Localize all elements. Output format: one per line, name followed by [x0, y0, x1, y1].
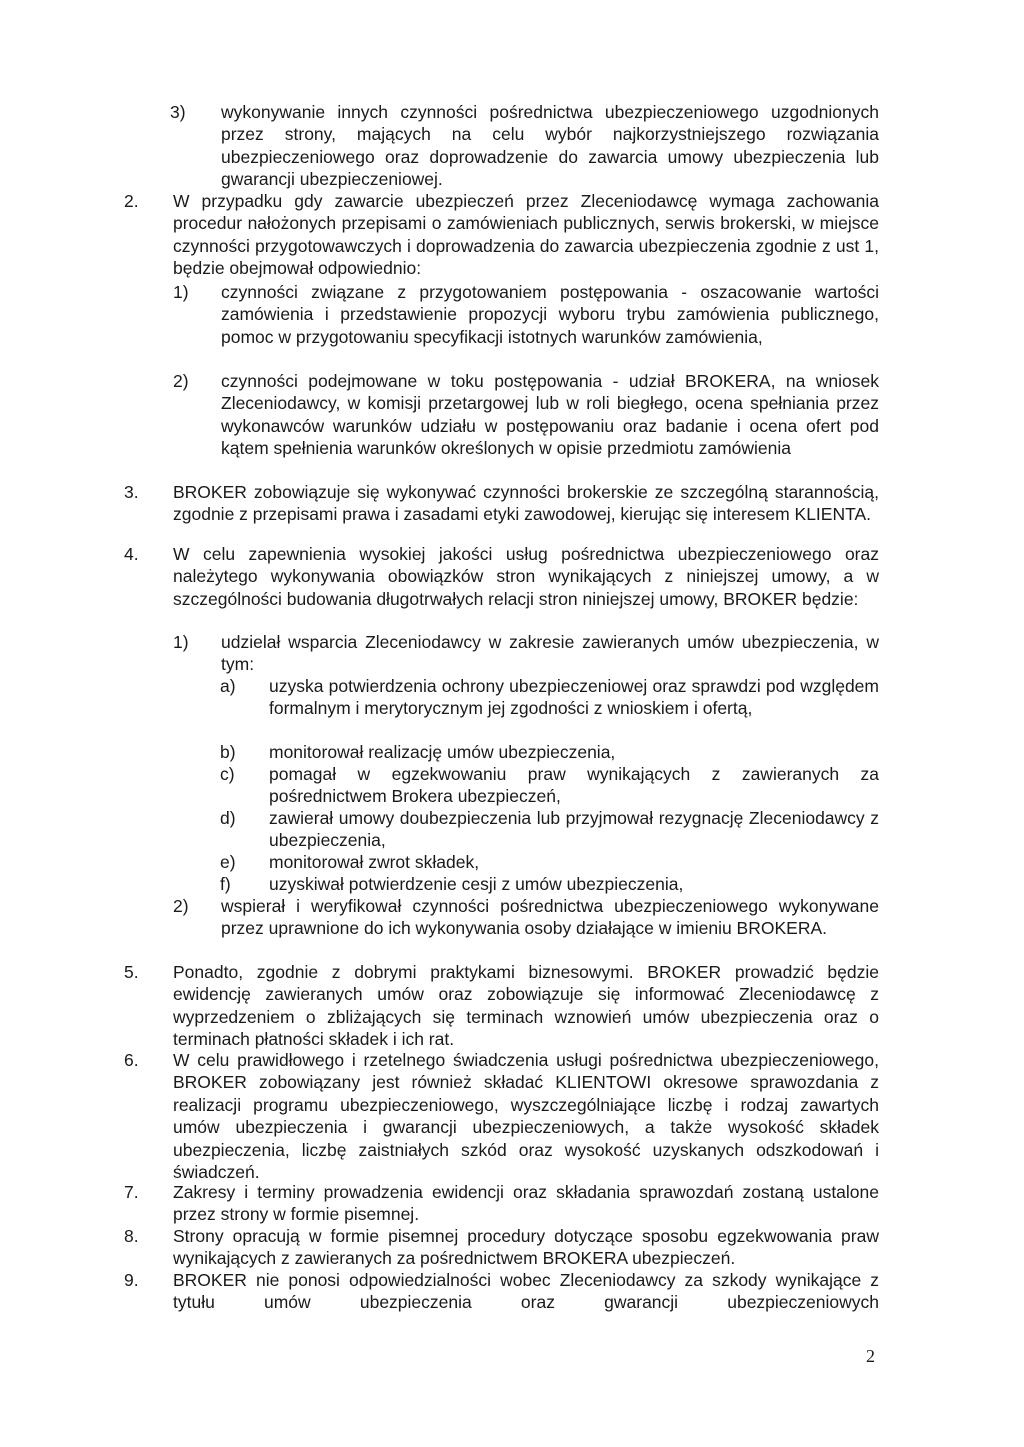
list-number: 7. — [124, 1182, 139, 1202]
list-number: e) — [220, 852, 236, 872]
list-item-paragraph: W przypadku gdy zawarcie ubezpieczeń przez Zleceniodawcę wymaga zachowania procedur nałożonych przepisami o zamówieniach publicznych, serwis brokerski, w miejsce czynności przygotowawczych i doprowadzenia do zawarcia ubezpieczenia zgodnie z ust 1, będzie obejmował odpowiednio: — [173, 191, 879, 279]
list-number: f) — [220, 874, 231, 894]
list-item-paragraph: monitorował zwrot składek, — [269, 852, 480, 872]
list-number: 4. — [124, 544, 139, 564]
list-number: 6. — [124, 1050, 139, 1070]
list-item-paragraph: wspierał i weryfikował czynności pośrednictwa ubezpieczeniowego wykonywane przez uprawnione do ich wykonywania osoby działające w imieniu BROKERA. — [221, 896, 879, 939]
list-item-paragraph: Ponadto, zgodnie z dobrymi praktykami biznesowymi. BROKER prowadzić będzie ewidencję zawieranych umów oraz zobowiązuje się informować Zleceniodawcę z wyprzedzeniem o zbliżających się terminach wznowień umów ubezpieczenia oraz o terminach płatności składek i ich rat. — [173, 962, 879, 1050]
list-item-paragraph: BROKER nie ponosi odpowiedzialności wobec Zleceniodawcy za szkody wynikające z tytułu umów ubezpieczenia oraz gwarancji ubezpieczeniowych — [173, 1270, 879, 1313]
list-item-paragraph: uzyskiwał potwierdzenie cesji z umów ubezpieczenia, — [269, 874, 684, 894]
list-item-paragraph: uzyska potwierdzenia ochrony ubezpieczeniowej oraz sprawdzi pod względem formalnym i merytorycznym jej zgodności z wnioskiem i ofertą, — [269, 676, 879, 719]
list-number: 5. — [124, 962, 139, 982]
list-number: d) — [220, 808, 236, 828]
list-number: 2. — [124, 191, 139, 211]
list-number: 2) — [173, 371, 189, 391]
list-item-paragraph: pomagał w egzekwowaniu praw wynikających z zawieranych za pośrednictwem Brokera ubezpieczeń, — [269, 764, 879, 807]
list-item-paragraph: czynności związane z przygotowaniem postępowania - oszacowanie wartości zamówienia i przedstawienie propozycji wyboru trybu zamówienia publicznego, pomoc w przygotowaniu specyfikacji istotnych warunków zamówienia, — [221, 282, 879, 347]
list-item-paragraph: Zakresy i terminy prowadzenia ewidencji oraz składania sprawozdań zostaną ustalone przez strony w formie pisemnej. — [173, 1182, 879, 1225]
list-item-paragraph: W celu zapewnienia wysokiej jakości usług pośrednictwa ubezpieczeniowego oraz należytego wykonywania obowiązków stron wynikających z niniejszej umowy, a w szczególności budowania długotrwałych relacji stron niniejszej umowy, BROKER będzie: — [173, 544, 879, 609]
list-item-paragraph: zawierał umowy doubezpieczenia lub przyjmował rezygnację Zleceniodawcy z ubezpieczenia, — [269, 808, 879, 851]
list-item-paragraph: monitorował realizację umów ubezpieczenia, — [269, 742, 616, 762]
list-item-paragraph: czynności podejmowane w toku postępowania - udział BROKERA, na wniosek Zleceniodawcy, w komisji przetargowej lub w roli biegłego, ocena spełniania przez wykonawców warunków udziału w postępowaniu oraz badanie i ocena ofert pod kątem spełnienia warunków określonych w opisie przedmiotu zamówienia — [221, 371, 879, 459]
list-number: 1) — [173, 632, 189, 652]
list-number: 8. — [124, 1226, 139, 1246]
list-number: 3. — [124, 482, 139, 502]
list-number: 2) — [173, 896, 189, 916]
list-item-paragraph: BROKER zobowiązuje się wykonywać czynności brokerskie ze szczególną starannością, zgodnie z przepisami prawa i zasadami etyki zawodowej, kierując się interesem KLIENTA. — [173, 482, 879, 525]
list-number: 3) — [170, 102, 186, 122]
list-number: c) — [220, 764, 235, 784]
list-item-paragraph: wykonywanie innych czynności pośrednictwa ubezpieczeniowego uzgodnionych przez strony, mających na celu wybór najkorzystniejszego rozwiązania ubezpieczeniowego oraz doprowadzenie do zawarcia umowy ubezpieczenia lub gwarancji ubezpieczeniowej. — [221, 102, 879, 190]
list-item-paragraph: Strony opracują w formie pisemnej procedury dotyczące sposobu egzekwowania praw wynikających z zawieranych za pośrednictwem BROKERA ubezpieczeń. — [173, 1226, 879, 1269]
list-number: a) — [220, 676, 236, 696]
page-number: 2 — [866, 1346, 875, 1366]
list-number: 9. — [124, 1270, 139, 1290]
list-number: 1) — [173, 282, 189, 302]
list-item-paragraph: W celu prawidłowego i rzetelnego świadczenia usługi pośrednictwa ubezpieczeniowego, BROKER zobowiązany jest również składać KLIENTOWI okresowe sprawozdania z realizacji programu ubezpieczeniowego, wyszczególniające liczbę i rodzaj zawartych umów ubezpieczenia i gwarancji ubezpieczeniowych, a także wysokość składek ubezpieczenia, liczbę zaistniałych szkód oraz wysokość uzyskanych odszkodowań i świadczeń. — [173, 1050, 879, 1183]
list-number: b) — [220, 742, 236, 762]
list-item-paragraph: udzielał wsparcia Zleceniodawcy w zakresie zawieranych umów ubezpieczenia, w tym: — [221, 632, 879, 675]
